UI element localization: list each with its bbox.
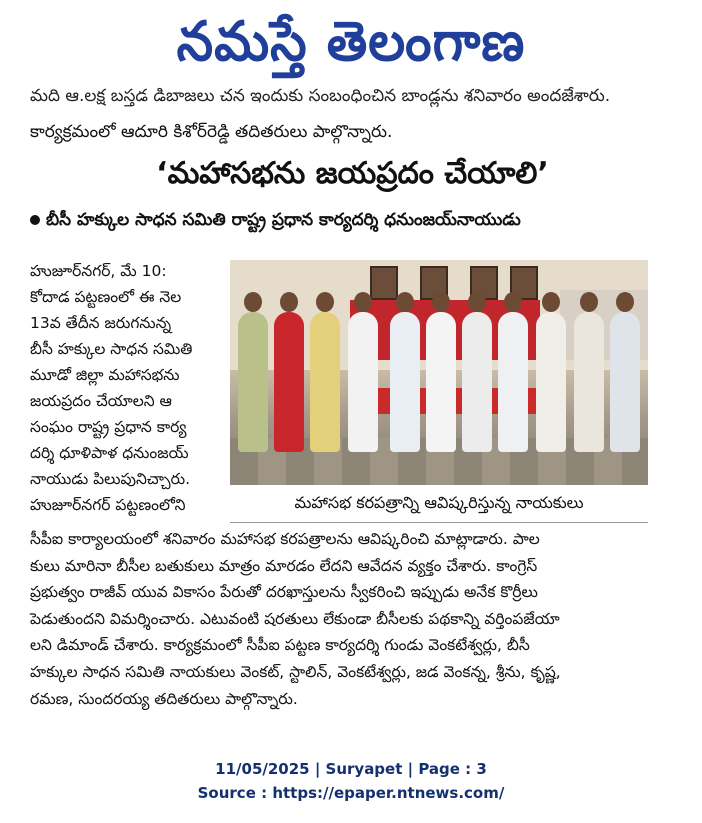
person [610,312,640,452]
subhead-text: బీసీ హక్కుల సాధన సమితి రాష్ట్ర ప్రధాన కార్యదర్శి ధనుంజయ్‌నాయుడు [46,210,521,230]
body-line: సంఘం రాష్ట్ర ప్రధాన కార్య [30,418,187,436]
person [390,312,420,452]
bullet-icon [30,215,40,225]
person [574,312,604,452]
body-line: పెడుతుందని విమర్శించారు. ఎటువంటి షరతులు లేకుండా బీసీలకు పథకాన్ని వర్తింపజేయా [30,609,560,628]
article-photo [230,260,648,485]
person [348,312,378,452]
footer-source: Source : https://epaper.ntnews.com/ [197,784,505,802]
body-line: హక్కుల సాధన సమితి నాయకులు వెంకట్, స్టాలిన్, వెంకటేశ్వర్లు, జడ వెంకన్న, శ్రీను, కృష్ణ, [30,662,561,681]
body-line: లని డిమాండ్ చేశారు. కార్యక్రమంలో సీపీఐ పట్టణ కార్యదర్శి గుండు వెంకటేశ్వర్లు, బీసీ [30,636,530,655]
full-width-text [30,526,675,712]
body-line: మూడో జిల్లా మహాసభను [30,366,180,384]
body-line: జయప్రదం చేయాలని ఆ [30,392,172,410]
photo-frame [370,266,398,300]
body-line: హుజూర్‌నగర్, మే 10: [30,262,167,280]
body-line: రమణ, సుందరయ్య తదితరులు పాల్గొన్నారు. [30,689,298,708]
article-subhead [30,210,521,234]
body-line: 13వ తేదీన జరుగనున్న [30,314,172,332]
previous-article-line: కార్యక్రమంలో ఆదూరి కిశోర్‌రెడ్డి తదితరులు పాల్గొన్నారు. [30,122,393,142]
body-line: సీపీఐ కార్యాలయంలో శనివారం మహాసభ కరపత్రాలను ఆవిష్కరించి మాట్లాడారు. పాల [30,530,540,548]
person [498,312,528,452]
body-line: హుజూర్‌నగర్ పట్టణంలోని [30,496,186,514]
person [310,312,340,452]
body-line: కులు మారినా బీసీల బతుకులు మాత్రం మారడం లేదని ఆవేదన వ్యక్తం చేశారు. కాంగ్రెస్ [30,556,538,575]
caption-rule [230,522,648,523]
person [426,312,456,452]
masthead [0,0,702,88]
body-line: నాయుడు పిలుపునిచ్చారు. [30,470,191,488]
masthead-title: నమస్తే తెలంగాణ [176,10,526,74]
body-line: ప్రభుత్వం రాజీవ్ యువ వికాసం పేరుతో దరఖాస్తులను స్వీకరించి ఇప్పుడు అనేక కొర్రీలు [30,583,538,602]
person [462,312,492,452]
left-column [30,258,220,518]
footer-date-edition: 11/05/2025 | Suryapet | Page : 3 [215,760,487,778]
person [536,312,566,452]
photo-caption: మహాసభ కరపత్రాన్ని ఆవిష్కరిస్తున్న నాయకులు [294,493,584,512]
body-line: కోదాడ పట్టణంలో ఈ నెల [30,288,182,306]
cut-off-line: మది ఆ.లక్ష బస్తడ డిబాజలు చన ఇందుకు సంబంధించిన బాండ్లను శనివారం అందజేశారు. [30,86,611,106]
person [274,312,304,452]
person [238,312,268,452]
article-headline: ‘మహాసభను జయప్రదం చేయాలి’ [156,156,549,191]
body-line: బీసీ హక్కుల సాధన సమితి [30,340,193,358]
body-line: దర్శి ధూళిపాళ ధనుంజయ్ [30,444,189,462]
news-clipping [30,86,675,744]
